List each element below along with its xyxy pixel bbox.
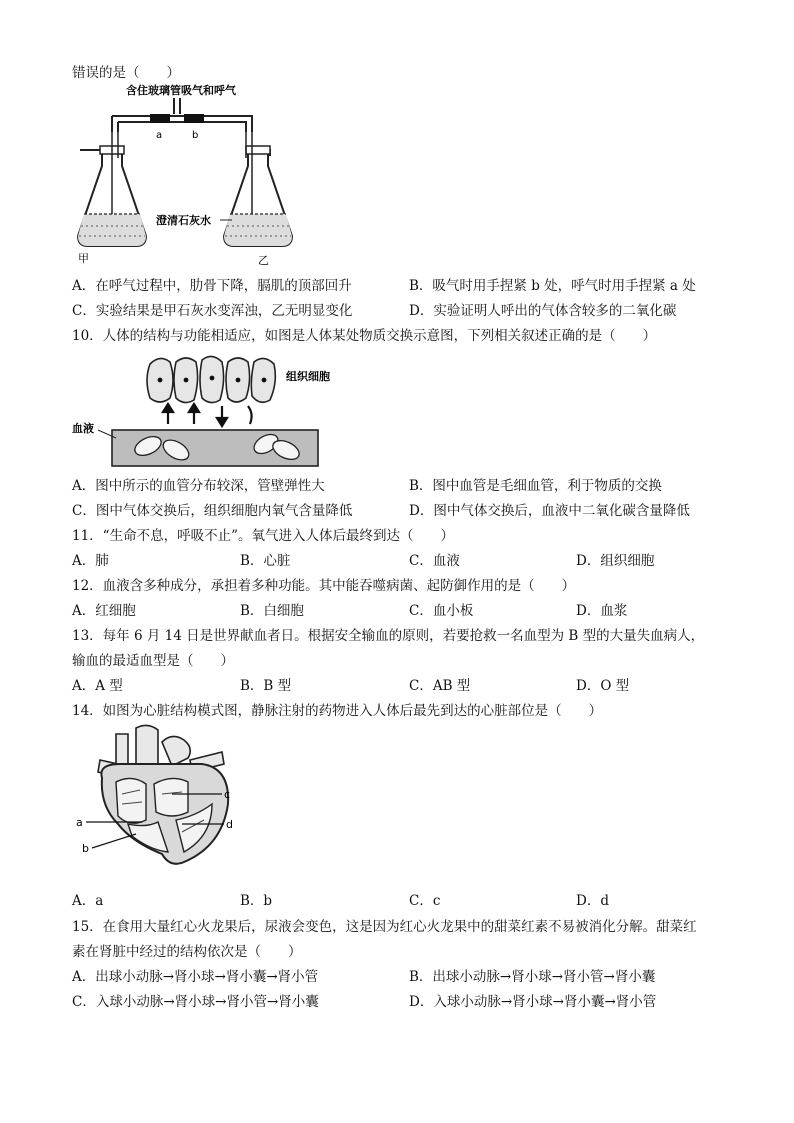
q10-stem: 10．人体的结构与功能相适应，如图是人体某处物质交换示意图，下列相关叙述正确的是（ ） — [72, 328, 657, 344]
q15-option-c[interactable]: C．入球小动脉→肾小球→肾小管→肾小囊 — [72, 994, 319, 1010]
q11-option-d[interactable]: D．组织细胞 — [576, 553, 655, 569]
q11-option-a[interactable]: A．肺 — [72, 553, 109, 569]
label-a: a — [76, 816, 83, 829]
label-d: d — [226, 818, 233, 831]
q9-option-c[interactable]: C．实验结果是甲石灰水变浑浊，乙无明显变化 — [72, 303, 353, 319]
q14-option-a[interactable]: A．a — [72, 893, 104, 909]
q11-stem: 11．“生命不息，呼吸不止”。氧气进入人体后最终到达（ ） — [72, 528, 454, 544]
q12-option-c[interactable]: C．血小板 — [409, 603, 474, 619]
label-b: b — [192, 130, 199, 141]
flask-apparatus-diagram — [72, 86, 302, 268]
q14-stem: 14．如图为心脏结构模式图，静脉注射的药物进入人体后最先到达的心脏部位是（ ） — [72, 703, 603, 719]
label-blood: 血液 — [72, 422, 94, 435]
q12-option-d[interactable]: D．血浆 — [576, 603, 628, 619]
capillary-exchange-diagram — [72, 350, 330, 472]
q15-option-b[interactable]: B．出球小动脉→肾小球→肾小管→肾小囊 — [409, 969, 656, 985]
q10-option-b[interactable]: B．图中血管是毛细血管，利于物质的交换 — [409, 478, 662, 494]
q13-option-b[interactable]: B．B 型 — [240, 678, 292, 694]
q15-option-d[interactable]: D．入球小动脉→肾小球→肾小囊→肾小管 — [409, 994, 657, 1010]
q14-option-b[interactable]: B．b — [240, 893, 273, 909]
label-tissue-cells: 组织细胞 — [286, 370, 330, 383]
q13-stem-line2: 输血的最适血型是（ ） — [72, 653, 234, 669]
q14-figure-heart — [72, 724, 252, 870]
q10-figure-capillary-exchange — [72, 350, 330, 472]
label-c: c — [224, 788, 231, 801]
q9-option-d[interactable]: D．实验证明人呼出的气体含较多的二氧化碳 — [409, 303, 677, 319]
q13-option-a[interactable]: A．A 型 — [72, 678, 123, 694]
q11-option-c[interactable]: C．血液 — [409, 553, 460, 569]
label-limewater: 澄清石灰水 — [156, 214, 211, 227]
q11-option-b[interactable]: B．心脏 — [240, 553, 291, 569]
q9-option-a[interactable]: A．在呼气过程中，肋骨下降，膈肌的顶部回升 — [72, 278, 352, 294]
q13-stem-line1: 13．每年 6 月 14 日是世界献血者日。根据安全输血的原则，若要抢救一名血型为 B 型的大量失血病人， — [72, 628, 705, 644]
label-jia: 甲 — [78, 252, 89, 265]
q10-option-c[interactable]: C．图中气体交换后，组织细胞内氧气含量降低 — [72, 503, 353, 519]
label-a: a — [156, 130, 163, 141]
q12-stem: 12．血液含多种成分，承担着多种功能。其中能吞噬病菌、起防御作用的是（ ） — [72, 578, 576, 594]
q12-option-a[interactable]: A．红细胞 — [72, 603, 136, 619]
q12-option-b[interactable]: B．白细胞 — [240, 603, 304, 619]
q13-option-d[interactable]: D．O 型 — [576, 678, 630, 694]
q14-option-c[interactable]: C．c — [409, 893, 441, 909]
label-yi: 乙 — [258, 254, 269, 267]
q15-option-a[interactable]: A．出球小动脉→肾小球→肾小囊→肾小管 — [72, 969, 319, 985]
figure-title: 含住玻璃管吸气和呼气 — [126, 84, 236, 97]
q9-figure-flask-apparatus — [72, 86, 302, 268]
q10-option-a[interactable]: A．图中所示的血管分布较深，管壁弹性大 — [72, 478, 325, 494]
q13-option-c[interactable]: C．AB 型 — [409, 678, 471, 694]
q10-option-d[interactable]: D．图中气体交换后，血液中二氧化碳含量降低 — [409, 503, 690, 519]
heart-structure-diagram — [72, 724, 252, 870]
q9-stem-tail: 错误的是（ ） — [72, 65, 180, 81]
q15-stem-line2: 素在肾脏中经过的结构依次是（ ） — [72, 944, 302, 960]
q15-stem-line1: 15．在食用大量红心火龙果后，尿液会变色，这是因为红心火龙果中的甜菜红素不易被消化分解。甜菜红 — [72, 919, 697, 935]
label-b: b — [82, 842, 89, 855]
q9-option-b[interactable]: B．吸气时用手捏紧 b 处，呼气时用手捏紧 a 处 — [409, 278, 696, 294]
q14-option-d[interactable]: D．d — [576, 893, 609, 909]
